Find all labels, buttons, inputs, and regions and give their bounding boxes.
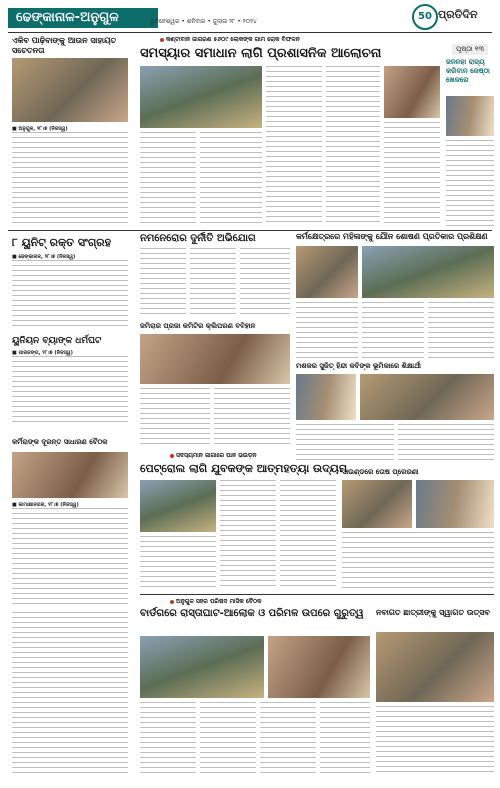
photo-hindi-2 bbox=[360, 374, 494, 420]
headline-injury: ନମନେରୋର ଦୁର୍ନୀତି ଅଭିଯୋଗ bbox=[140, 233, 256, 244]
text-injury-col2 bbox=[190, 248, 236, 318]
photo-left-top bbox=[12, 58, 128, 122]
photo-banner-right bbox=[384, 66, 440, 118]
pipeline-kicker-text: ସଦସ୍ୟମାନ ଜାଗାରେ ପାନ ଭଉଡ଼ନ bbox=[176, 452, 257, 459]
text-injury-col3 bbox=[240, 248, 290, 318]
headline-small: ସାଉଣ୍ଡରେ ତୋଷ ପ୍ରେରଣା bbox=[342, 468, 419, 476]
text-bottom-right bbox=[376, 706, 494, 774]
photo-harassment-2 bbox=[362, 246, 494, 298]
headline-left-top: ଏକିବ ପାଢ଼ିବାଙ୍କୁ ଆଉନ ସାହାୟତ ସଚେତନତା bbox=[12, 36, 117, 55]
text-harassment-col1 bbox=[296, 302, 358, 358]
row-rule-2 bbox=[140, 594, 494, 595]
dateline-left-top: ■ ଅନୁଗୁଳ, ୨୮।୭ (ନିଜସ୍ୱ) bbox=[12, 126, 68, 132]
pipeline-kicker bbox=[170, 452, 370, 460]
text-land-col2 bbox=[214, 388, 290, 448]
text-harassment-col3 bbox=[428, 302, 494, 358]
bullet-icon bbox=[170, 600, 174, 604]
headline-meeting: କର୍ମିରାଙ୍କ ଦୂରନ୍ତ ସାଧାରଣ ବୈଠକ bbox=[12, 438, 108, 446]
bullet-icon bbox=[160, 38, 164, 42]
text-banner-col1 bbox=[140, 132, 196, 226]
headline-right-top: ଜନନହା ରାଜ୍ୟ କରିବାନ ଜେଷ୍ଠା ଖେଳରେ bbox=[446, 58, 490, 84]
text-small bbox=[342, 532, 494, 590]
text-right-top bbox=[446, 140, 494, 226]
text-banner-col2 bbox=[200, 132, 262, 226]
dateline-blood: ■ ଢେଙ୍କାନାଳ, ୨୮।୭ (ନିଜସ୍ୱ) bbox=[12, 254, 76, 260]
brand-name: ପ୍ରତିଦିନ bbox=[438, 8, 478, 21]
text-left-bottom bbox=[12, 612, 128, 774]
text-bottom-col1 bbox=[140, 702, 196, 774]
text-banner-col3 bbox=[266, 66, 322, 226]
photo-banner bbox=[140, 66, 262, 128]
text-bottom-col4 bbox=[320, 702, 370, 774]
dateline-union: ■ ପାରଜଙ୍ଗ, ୨୮।୭ (ନିଜସ୍ୱ) bbox=[12, 350, 73, 356]
bottom-kicker-text: ଅନୁଗୁଳ ସହର ପରିଷଦ ମାସିକ ବୈଠକ bbox=[176, 598, 262, 605]
text-pipeline-col0 bbox=[140, 536, 216, 590]
photo-small-1 bbox=[342, 480, 412, 528]
headline-pipeline: ପେଟ୍ରୋଲ ଲାଗି ଯୁବକଙ୍କ ଆତ୍ମହତ୍ୟା ଉଦ୍ୟମ bbox=[140, 462, 348, 475]
headline-harassment: କର୍ମକ୍ଷେତ୍ରରେ ମହିଳାଙ୍କୁ ଯୌନ ଶୋଷଣ ପ୍ରତିକାର ପ୍ରଶିକ୍ଷଣ bbox=[296, 232, 488, 241]
text-banner-col5 bbox=[384, 122, 440, 226]
text-bottom-col2 bbox=[200, 702, 256, 774]
bottom-kicker bbox=[170, 598, 430, 606]
edition-subtitle: ଭୁବନେଶ୍ୱର • ଶନିବାର • ଜୁଲାଇ ୨୮ • ୨୦୨୪ bbox=[150, 18, 257, 25]
text-hindi-col2 bbox=[398, 424, 494, 464]
text-pipeline-col1 bbox=[220, 480, 276, 590]
photo-right-top bbox=[446, 96, 494, 136]
banner-kicker-text: କଣ୍ଟାବାନ ଜାଗରଣ ୫୬୦୯ ଲୋକଙ୍କ ଗାମ ରୋକ ବିଫଳନ bbox=[166, 36, 300, 43]
headline-hindi: ମଶକର ସୁଜିତ୍ ହିନ୍ଦୀ କବିଙ୍କ ଭୂମିକାରେ ଶିକ୍ଷାର୍ଥୀ bbox=[296, 362, 421, 370]
photo-land-committee bbox=[140, 334, 290, 384]
photo-hindi-1 bbox=[296, 374, 356, 420]
photo-bottom-1 bbox=[140, 636, 264, 698]
text-bottom-col3 bbox=[260, 702, 316, 774]
photo-bottom-right bbox=[376, 632, 494, 702]
edition-title: ଢେଙ୍କାନାଳ-ଅନୁଗୁଳ bbox=[8, 8, 158, 28]
photo-meeting bbox=[12, 452, 128, 498]
text-blood bbox=[12, 260, 128, 330]
anniversary-logo-icon: 50 bbox=[412, 4, 438, 30]
headline-blood: ୮ ୟୁନିଟ୍ ରକ୍ତ ସଂଗ୍ରହ bbox=[12, 236, 112, 249]
headline-banner: ସମସ୍ୟାର ସମାଧାନ ଲାଗି ପ୍ରଶାସନିକ ଆଲୋଚନା bbox=[140, 46, 382, 61]
masthead-rule bbox=[8, 32, 492, 33]
row-rule-1 bbox=[8, 230, 492, 231]
banner-kicker bbox=[160, 36, 420, 44]
text-injury-col1 bbox=[140, 248, 186, 318]
text-union bbox=[12, 356, 128, 426]
headline-union: ୟୁନିୟନ ବ୍ୟାଙ୍କ ଧର୍ମଘଟ bbox=[12, 336, 102, 346]
photo-small-2 bbox=[416, 480, 494, 528]
photo-bottom-2 bbox=[268, 636, 370, 698]
page-number: ପୃଷ୍ଠା ୧୩ bbox=[452, 44, 488, 55]
text-land-col1 bbox=[140, 388, 210, 448]
photo-pipeline bbox=[140, 480, 216, 532]
text-pipeline-col2 bbox=[280, 480, 336, 590]
dateline-meeting: ■ କାମାକ୍ଷାନଗର, ୨୮।୭ (ନିଜସ୍ୱ) bbox=[12, 502, 79, 508]
text-left-top bbox=[12, 132, 128, 226]
text-banner-col4 bbox=[326, 66, 380, 226]
masthead bbox=[0, 0, 500, 30]
bullet-icon bbox=[170, 454, 174, 458]
headline-bottom: ବାର୍ଡଗରେ ରାସ୍ତାଘାଟ-ଆଲୋକ ଓ ପରିମଳ ଉପରେ ଗୁରୁତ୍ୱ bbox=[140, 608, 364, 619]
headline-land-committee: ଜମିରାର ପ୍ରଜା କମିଟିର କ୍ଲିପରଣ ବବିହାନ bbox=[140, 322, 256, 330]
photo-harassment-1 bbox=[296, 246, 358, 298]
text-meeting bbox=[12, 508, 128, 608]
text-harassment-col2 bbox=[362, 302, 424, 358]
headline-bottom-right: ନବାଗତ ଛାତ୍ରୀଙ୍କୁ ସ୍ୱାଗତ ଉତ୍ସବ bbox=[376, 608, 490, 617]
